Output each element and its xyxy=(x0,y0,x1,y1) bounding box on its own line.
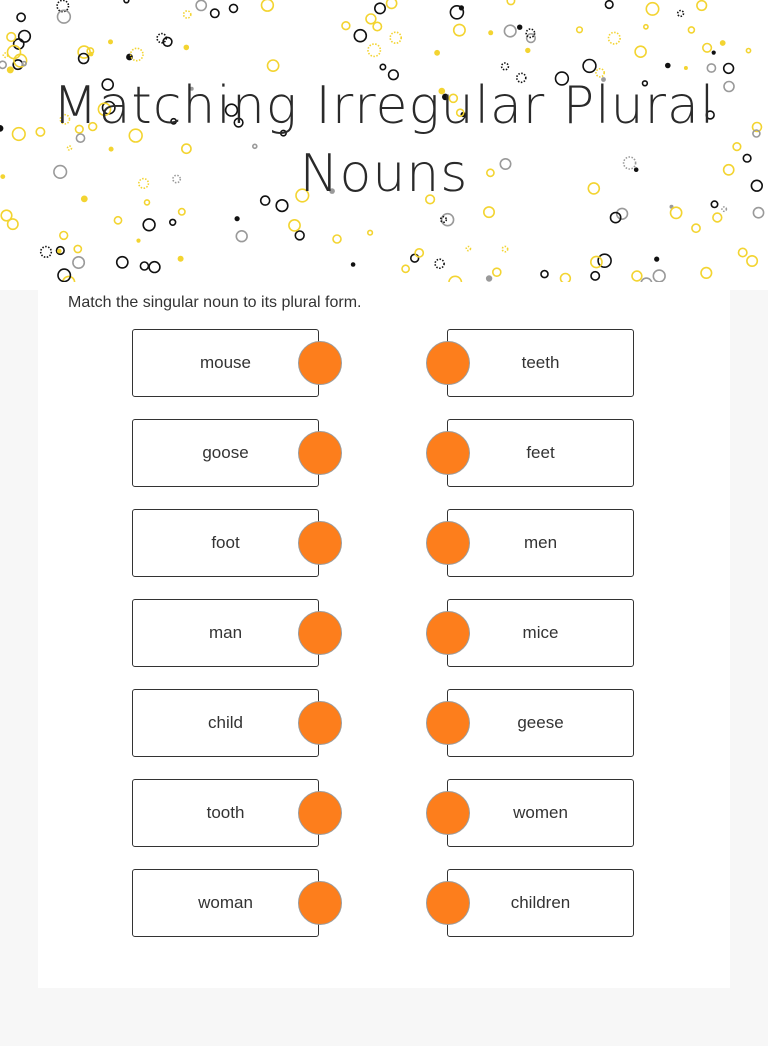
polka-dot xyxy=(184,11,191,18)
polka-dot xyxy=(60,232,68,240)
left-connector-dot[interactable] xyxy=(298,701,342,745)
left-item-man[interactable] xyxy=(132,599,319,667)
polka-dot xyxy=(17,13,25,21)
left-item-label: child xyxy=(208,713,243,732)
polka-dot xyxy=(143,219,155,231)
polka-dot xyxy=(342,22,350,30)
right-item-women[interactable] xyxy=(447,779,634,847)
polka-dot xyxy=(486,275,492,281)
polka-dot xyxy=(140,262,148,270)
left-item-label: woman xyxy=(198,893,253,912)
polka-dot xyxy=(635,46,646,57)
polka-dot xyxy=(591,256,602,267)
left-item-foot[interactable] xyxy=(132,509,319,577)
right-connector-dot[interactable] xyxy=(426,881,470,925)
polka-dot xyxy=(136,239,140,243)
polka-dot xyxy=(605,1,613,9)
polka-dot xyxy=(697,1,707,11)
left-connector-dot[interactable] xyxy=(298,791,342,835)
polka-dot xyxy=(646,3,658,15)
right-item-label: feet xyxy=(526,443,555,462)
polka-dot xyxy=(703,44,712,53)
polka-dot xyxy=(653,270,665,282)
left-item-label: goose xyxy=(202,443,249,462)
left-item-child[interactable] xyxy=(132,689,319,757)
polka-dot xyxy=(387,0,397,8)
polka-dot xyxy=(351,262,356,267)
polka-dot xyxy=(459,5,464,10)
polka-dot xyxy=(368,44,380,56)
left-connector-dot[interactable] xyxy=(298,881,342,925)
polka-dot xyxy=(591,272,599,280)
right-item-children[interactable] xyxy=(447,869,634,937)
right-connector-dot[interactable] xyxy=(426,611,470,655)
polka-dot xyxy=(688,27,694,33)
instructions-text: Match the singular noun to its plural form. xyxy=(68,294,362,311)
left-connector-dot[interactable] xyxy=(298,341,342,385)
left-item-label: tooth xyxy=(206,803,245,822)
polka-dot xyxy=(442,214,454,226)
polka-dot xyxy=(366,14,376,24)
polka-dot xyxy=(402,265,409,272)
right-item-label: teeth xyxy=(521,353,560,372)
polka-dot xyxy=(108,39,113,44)
polka-dot xyxy=(454,24,465,35)
right-item-label: women xyxy=(513,803,568,822)
polka-dot xyxy=(609,32,621,44)
polka-dot xyxy=(739,248,747,256)
polka-dot xyxy=(671,207,682,218)
polka-dot xyxy=(380,64,385,69)
polka-dot xyxy=(58,10,71,23)
polka-dot xyxy=(268,60,279,71)
polka-dot xyxy=(411,254,419,262)
left-item-label: mouse xyxy=(199,353,252,372)
polka-dot xyxy=(22,62,26,66)
left-item-tooth[interactable] xyxy=(132,779,319,847)
polka-dot xyxy=(178,256,184,262)
polka-dot xyxy=(577,27,583,33)
polka-dot xyxy=(707,64,715,72)
right-item-label: mice xyxy=(522,623,559,642)
polka-dot xyxy=(632,271,642,281)
polka-dot xyxy=(665,63,671,69)
right-connector-dot[interactable] xyxy=(426,431,470,475)
polka-dot xyxy=(295,231,304,240)
polka-dot xyxy=(712,51,716,55)
left-item-woman[interactable] xyxy=(132,869,319,937)
polka-dot xyxy=(41,247,52,258)
polka-dot xyxy=(74,245,81,252)
polka-dot xyxy=(507,0,514,5)
polka-dot xyxy=(230,4,238,12)
polka-dot xyxy=(236,231,247,242)
polka-dot xyxy=(375,3,385,13)
polka-dot xyxy=(368,230,373,235)
polka-dot xyxy=(211,9,219,17)
polka-dot xyxy=(654,257,659,262)
polka-dot xyxy=(415,249,423,257)
right-item-teeth[interactable] xyxy=(447,329,634,397)
title-line-1: Matching Irregular Plural xyxy=(52,76,716,136)
left-item-label: foot xyxy=(211,533,240,552)
polka-dot xyxy=(684,66,688,70)
polka-dot xyxy=(701,268,712,279)
polka-dot xyxy=(502,63,509,70)
left-item-label: man xyxy=(208,623,243,642)
right-connector-dot[interactable] xyxy=(426,791,470,835)
right-connector-dot[interactable] xyxy=(426,701,470,745)
polka-dot xyxy=(235,216,240,221)
polka-dot xyxy=(196,0,206,10)
polka-dot xyxy=(0,61,6,68)
polka-dot xyxy=(114,217,121,224)
polka-dot xyxy=(73,257,84,268)
polka-dot xyxy=(541,271,548,278)
polka-dot xyxy=(747,256,757,266)
polka-dot xyxy=(583,60,596,73)
polka-dot xyxy=(488,30,493,35)
header-banner xyxy=(0,0,768,290)
polka-dot xyxy=(149,262,160,273)
polka-dot xyxy=(502,246,507,251)
polka-dot xyxy=(117,257,128,268)
right-connector-dot[interactable] xyxy=(426,521,470,565)
right-item-men[interactable] xyxy=(447,509,634,577)
left-item-goose[interactable] xyxy=(132,419,319,487)
polka-dot xyxy=(434,50,440,56)
polka-dot xyxy=(504,25,516,37)
polka-dot xyxy=(493,268,501,276)
polka-dot xyxy=(720,40,726,46)
polka-dot xyxy=(644,25,648,29)
polka-dot xyxy=(713,213,722,222)
polka-dot xyxy=(262,0,274,11)
polka-dot xyxy=(466,247,470,251)
polka-dot xyxy=(692,224,700,232)
polka-dot xyxy=(170,219,176,225)
left-connector-dot[interactable] xyxy=(298,431,342,475)
polka-dot xyxy=(746,49,750,53)
polka-dot xyxy=(7,33,16,42)
polka-dot xyxy=(289,220,300,231)
right-item-feet[interactable] xyxy=(447,419,634,487)
polka-dot xyxy=(435,259,444,268)
polka-dot xyxy=(19,31,31,43)
left-connector-dot[interactable] xyxy=(298,521,342,565)
right-connector-dot[interactable] xyxy=(426,341,470,385)
polka-dot xyxy=(131,48,143,60)
polka-dot xyxy=(373,22,381,30)
polka-dot xyxy=(517,25,522,30)
polka-dot xyxy=(753,208,763,218)
left-connector-dot[interactable] xyxy=(298,611,342,655)
right-item-label: men xyxy=(523,533,558,552)
polka-dot xyxy=(390,32,401,43)
polka-dot xyxy=(8,219,18,229)
title-line-2: Nouns xyxy=(299,144,469,204)
polka-dot xyxy=(124,0,129,3)
polka-dot xyxy=(527,34,536,43)
right-item-mice[interactable] xyxy=(447,599,634,667)
polka-dot xyxy=(333,235,341,243)
polka-dot xyxy=(484,207,494,217)
right-item-label: geese xyxy=(517,713,564,732)
polka-dot xyxy=(57,249,62,254)
polka-dot xyxy=(354,30,366,42)
right-item-label: children xyxy=(510,893,571,912)
polka-dot xyxy=(525,48,530,53)
page-title xyxy=(0,72,768,208)
right-item-geese[interactable] xyxy=(447,689,634,757)
polka-dot xyxy=(184,45,190,51)
left-item-mouse[interactable] xyxy=(132,329,319,397)
polka-dot xyxy=(678,11,684,17)
polka-dot xyxy=(179,209,185,215)
